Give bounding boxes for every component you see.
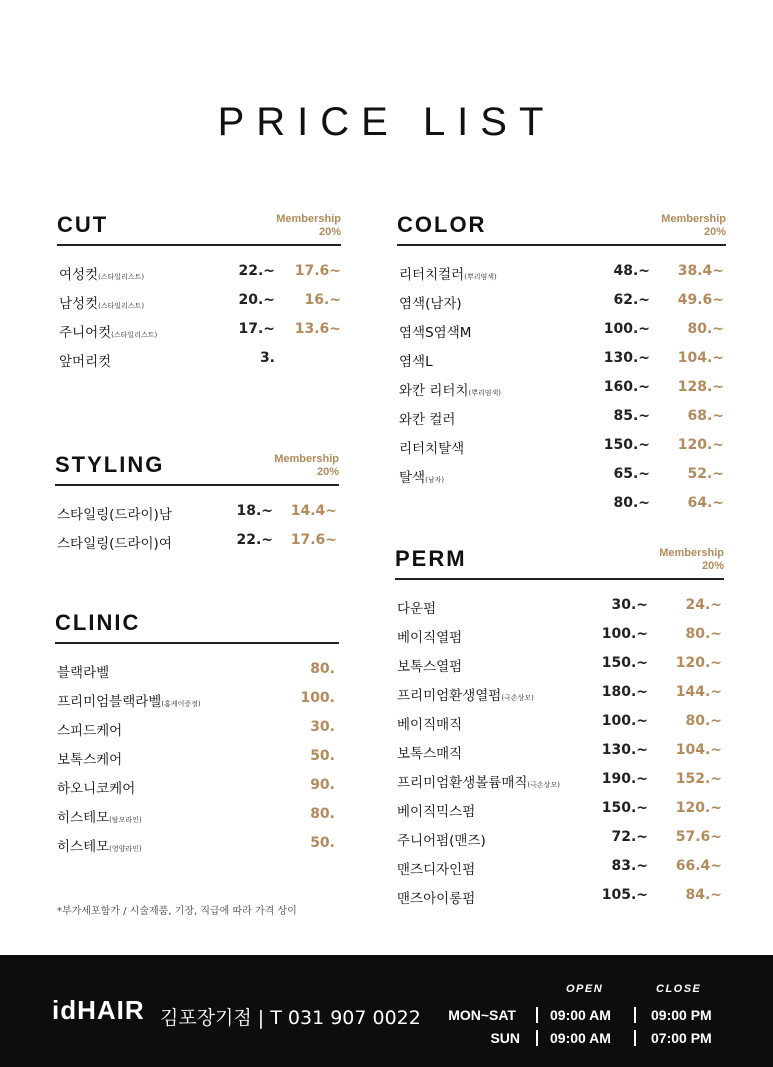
service-name: 히스테모(탈모라인) — [57, 810, 142, 826]
service-note: (극손상모) — [527, 781, 560, 789]
regular-price: 18.~ — [236, 503, 273, 519]
regular-price: 85.~ — [613, 408, 650, 424]
clinic-section — [55, 610, 339, 859]
service-name: 와칸 리터치(뿌리염색) — [399, 383, 502, 399]
perm-header — [395, 546, 724, 580]
regular-price: 22.~ — [238, 263, 275, 279]
perm-title: PERM — [395, 546, 467, 571]
price-row — [55, 498, 339, 527]
regular-price: 190.~ — [601, 771, 648, 787]
regular-price: 17.~ — [238, 321, 275, 337]
service-name: 주니어펌(맨즈) — [397, 833, 486, 849]
member-price: 144.~ — [675, 684, 722, 700]
price-row — [395, 766, 724, 795]
price-row — [55, 656, 339, 685]
regular-price: 105.~ — [601, 887, 648, 903]
service-name: 베이직믹스펌 — [397, 804, 476, 820]
price-row — [397, 403, 726, 432]
price-row — [57, 258, 341, 287]
styling-header — [55, 452, 339, 486]
service-note: (남자) — [425, 476, 445, 484]
member-price: 16.~ — [304, 292, 341, 308]
regular-price: 150.~ — [601, 800, 648, 816]
service-name: 염색L — [399, 354, 433, 370]
member-price: 64.~ — [687, 495, 724, 511]
brand-logo: idHAIR — [52, 995, 145, 1025]
service-name: 맨즈디자인펌 — [397, 862, 476, 878]
service-name: 스타일링(드라이)남 — [57, 507, 172, 523]
cut-header — [57, 212, 341, 246]
price-row — [395, 795, 724, 824]
price-row — [57, 287, 341, 316]
member-price: 104.~ — [677, 350, 724, 366]
price-row — [395, 853, 724, 882]
price-row — [395, 737, 724, 766]
price-row — [57, 316, 341, 345]
member-price: 120.~ — [677, 437, 724, 453]
regular-price: 100.~ — [603, 321, 650, 337]
color-list — [397, 258, 726, 519]
member-price: 128.~ — [677, 379, 724, 395]
regular-price: 150.~ — [603, 437, 650, 453]
styling-list — [55, 498, 339, 556]
membership-label: Membership 20% — [661, 213, 726, 238]
price-row — [397, 316, 726, 345]
membership-label: Membership 20% — [276, 213, 341, 238]
regular-price: 150.~ — [601, 655, 648, 671]
member-price: 17.6~ — [290, 532, 337, 548]
member-price: 14.4~ — [290, 503, 337, 519]
regular-price: 100.~ — [601, 713, 648, 729]
member-price: 120.~ — [675, 800, 722, 816]
close-label: CLOSE — [656, 983, 702, 995]
price-row — [397, 432, 726, 461]
member-price: 38.4~ — [677, 263, 724, 279]
member-price: 66.4~ — [675, 858, 722, 874]
service-name: 스피드케어 — [57, 723, 123, 739]
service-note: (홈케어증정) — [161, 700, 201, 708]
cut-title: CUT — [57, 212, 109, 237]
regular-price: 72.~ — [611, 829, 648, 845]
price-row — [395, 708, 724, 737]
member-price: 57.6~ — [675, 829, 722, 845]
member-price: 49.6~ — [677, 292, 724, 308]
service-name: 앞머리컷 — [59, 354, 112, 370]
color-section — [397, 212, 726, 519]
clinic-list — [55, 656, 339, 859]
membership-label: Membership 20% — [659, 547, 724, 572]
member-price: 52.~ — [687, 466, 724, 482]
price-note: *부가세포함가 / 시술제품, 기장, 직급에 따라 가격 상이 — [57, 906, 297, 917]
clinic-price: 50. — [310, 748, 335, 764]
service-note: (스타일리스트) — [111, 331, 158, 339]
service-name: 보톡스케어 — [57, 752, 123, 768]
member-price: 84.~ — [685, 887, 722, 903]
service-name: 리터치컬러(뿌리염색) — [399, 267, 497, 283]
price-row — [55, 830, 339, 859]
regular-price: 22.~ — [236, 532, 273, 548]
price-row — [55, 685, 339, 714]
hours-open: 09:00 AM — [550, 1030, 611, 1046]
service-note: (스타일리스트) — [98, 273, 145, 281]
member-price: 80.~ — [685, 626, 722, 642]
regular-price: 20.~ — [238, 292, 275, 308]
service-name: 프리미엄블랙라벨(홈케어증정) — [57, 694, 201, 710]
service-note: (영양라인) — [109, 845, 142, 853]
member-price: 24.~ — [685, 597, 722, 613]
service-name: 히스테모(영양라인) — [57, 839, 142, 855]
regular-price: 130.~ — [601, 742, 648, 758]
price-row — [397, 345, 726, 374]
service-name: 스타일링(드라이)여 — [57, 536, 172, 552]
clinic-price: 100. — [300, 690, 335, 706]
hours-day: MON~SAT — [448, 1007, 516, 1023]
hours-divider — [536, 1030, 538, 1046]
price-row — [395, 621, 724, 650]
price-row — [397, 374, 726, 403]
clinic-price: 50. — [310, 835, 335, 851]
hours-divider — [634, 1030, 636, 1046]
branch-contact: 김포장기점 | T 031 907 0022 — [160, 1007, 421, 1029]
price-row — [395, 679, 724, 708]
perm-section — [395, 546, 724, 911]
clinic-price: 80. — [310, 661, 335, 677]
service-name: 블랙라벨 — [57, 665, 110, 681]
clinic-price: 30. — [310, 719, 335, 735]
color-header — [397, 212, 726, 246]
service-name: 와칸 컬러 — [399, 412, 456, 428]
service-name: 베이직매직 — [397, 717, 463, 733]
service-name: 여성컷(스타일리스트) — [59, 267, 145, 283]
hours-close: 07:00 PM — [651, 1030, 712, 1046]
clinic-price: 80. — [310, 806, 335, 822]
cut-list — [57, 258, 341, 374]
service-name: 맨즈아이롱펌 — [397, 891, 476, 907]
price-row — [55, 801, 339, 830]
regular-price: 65.~ — [613, 466, 650, 482]
price-row — [395, 824, 724, 853]
regular-price: 3. — [259, 350, 275, 366]
open-label: OPEN — [566, 983, 604, 995]
price-row — [395, 882, 724, 911]
service-name: 염색(남자) — [399, 296, 462, 312]
clinic-header — [55, 610, 339, 644]
service-name: 베이직열펌 — [397, 630, 463, 646]
cut-section — [57, 212, 341, 374]
member-price: 80.~ — [687, 321, 724, 337]
member-price: 68.~ — [687, 408, 724, 424]
service-name: 주니어컷(스타일리스트) — [59, 325, 158, 341]
price-row — [55, 714, 339, 743]
styling-section — [55, 452, 339, 556]
price-row — [55, 772, 339, 801]
member-price: 17.6~ — [294, 263, 341, 279]
hours-close: 09:00 PM — [651, 1007, 712, 1023]
hours-divider — [634, 1007, 636, 1023]
color-title: COLOR — [397, 212, 487, 237]
member-price: 80.~ — [685, 713, 722, 729]
clinic-title: CLINIC — [55, 610, 141, 635]
price-row — [397, 287, 726, 316]
service-note: (스타일리스트) — [98, 302, 145, 310]
perm-list — [395, 592, 724, 911]
price-row — [397, 461, 726, 490]
service-name: 탈색(남자) — [399, 470, 445, 486]
regular-price: 160.~ — [603, 379, 650, 395]
price-row — [55, 527, 339, 556]
membership-label: Membership 20% — [274, 453, 339, 478]
member-price: 104.~ — [675, 742, 722, 758]
service-note: (뿌리염색) — [464, 273, 497, 281]
regular-price: 62.~ — [613, 292, 650, 308]
price-row — [395, 592, 724, 621]
regular-price: 30.~ — [611, 597, 648, 613]
regular-price: 80.~ — [613, 495, 650, 511]
price-row — [397, 258, 726, 287]
regular-price: 48.~ — [613, 263, 650, 279]
hours-divider — [536, 1007, 538, 1023]
service-name: 보톡스열펌 — [397, 659, 463, 675]
service-note: (뿌리염색) — [468, 389, 502, 397]
member-price: 152.~ — [675, 771, 722, 787]
regular-price: 83.~ — [611, 858, 648, 874]
service-name: 하오니코케어 — [57, 781, 136, 797]
service-name: 염색S염색M — [399, 325, 472, 341]
price-row — [397, 490, 726, 519]
service-name: 프리미엄환생볼륨매직(극손상모) — [397, 775, 560, 791]
member-price: 120.~ — [675, 655, 722, 671]
footer — [0, 955, 773, 1067]
regular-price: 100.~ — [601, 626, 648, 642]
styling-title: STYLING — [55, 452, 165, 477]
regular-price: 180.~ — [601, 684, 648, 700]
hours-day: SUN — [490, 1030, 520, 1046]
price-row — [57, 345, 341, 374]
member-price: 13.6~ — [294, 321, 341, 337]
service-note: (탈모라인) — [109, 816, 142, 824]
service-name: 프리미엄환생열펌(극손상모) — [397, 688, 534, 704]
price-row — [55, 743, 339, 772]
clinic-price: 90. — [310, 777, 335, 793]
service-name: 다운펌 — [397, 601, 437, 617]
service-name: 보톡스매직 — [397, 746, 463, 762]
price-row — [395, 650, 724, 679]
service-note: (극손상모) — [501, 694, 534, 702]
regular-price: 130.~ — [603, 350, 650, 366]
service-name: 리터치탈색 — [399, 441, 465, 457]
page-title: PRICE LIST — [217, 100, 556, 144]
service-name: 남성컷(스타일리스트) — [59, 296, 145, 312]
hours-open: 09:00 AM — [550, 1007, 611, 1023]
